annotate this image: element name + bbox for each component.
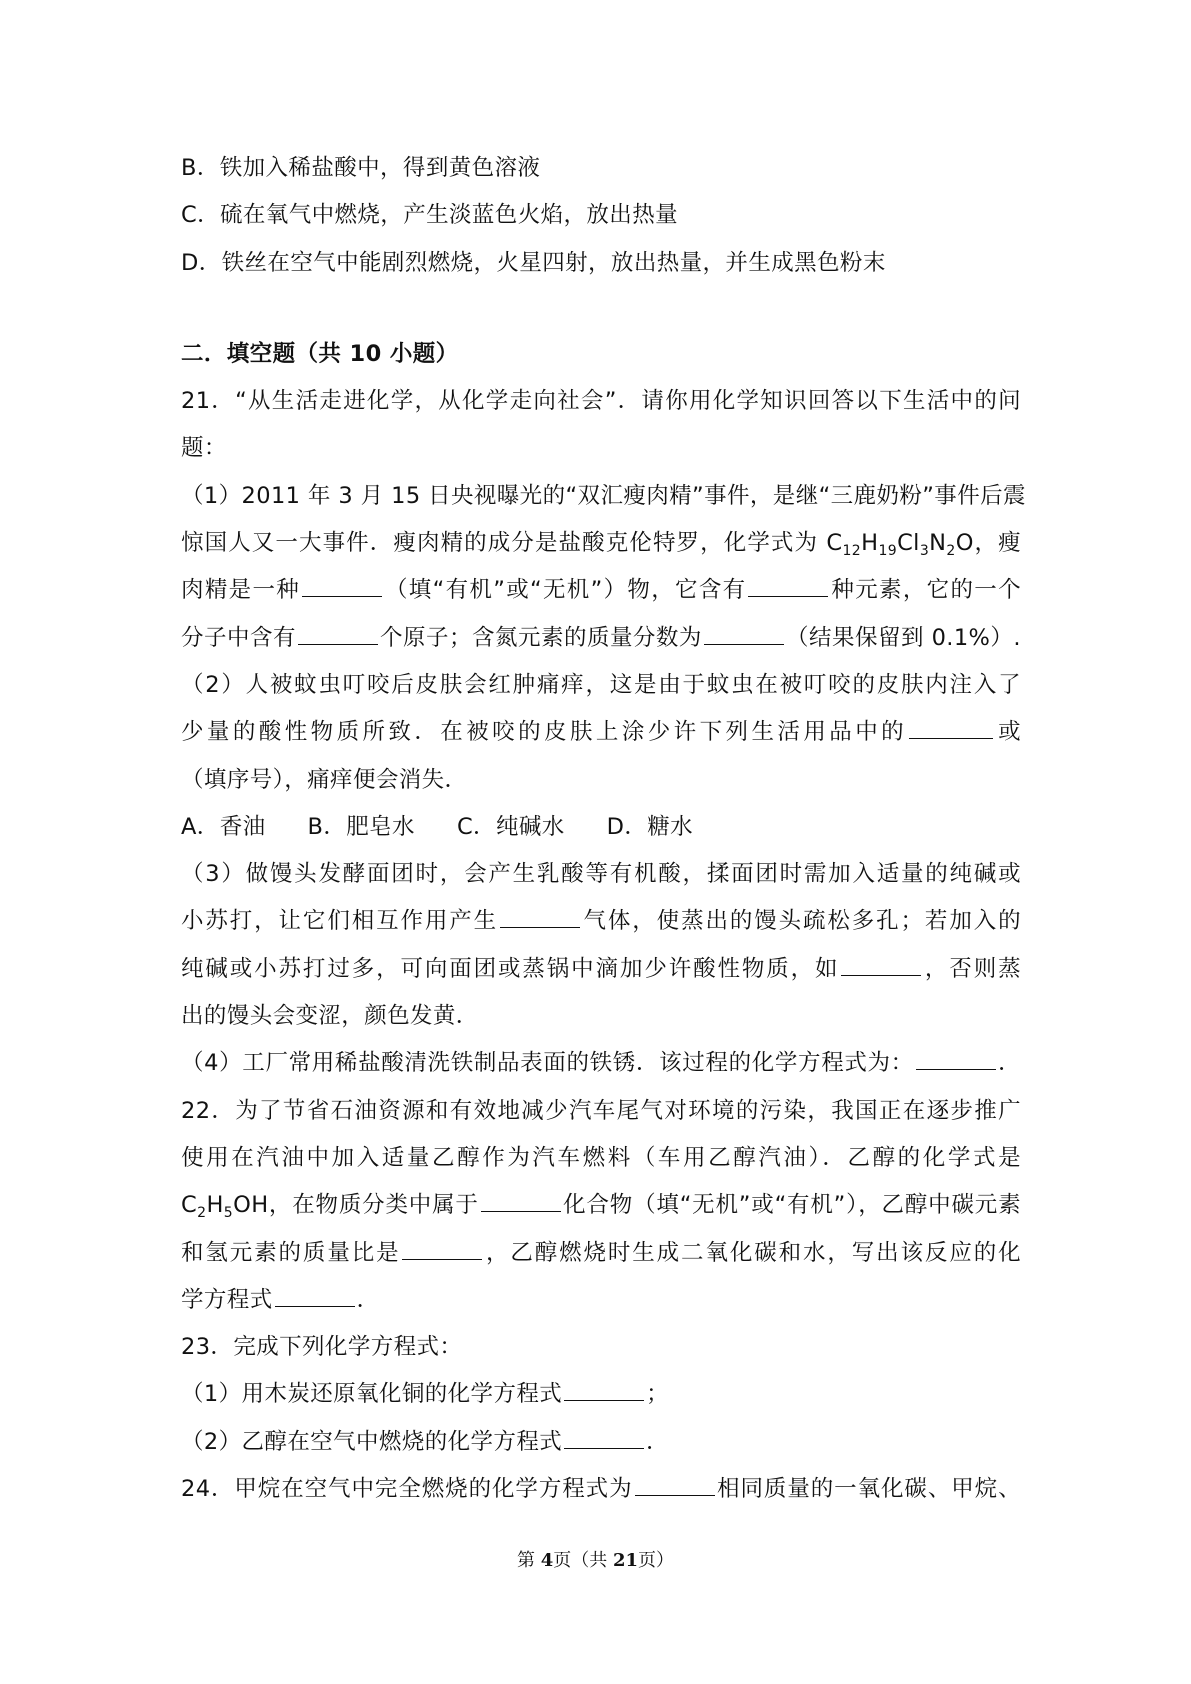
q21-part1-line-2: 惊国人又一大事件．瘦肉精的成分是盐酸克伦特罗，化学式为 $C_{12}H_{19}Cl_3N_2O$，瘦: [181, 530, 1021, 560]
answer-blank[interactable]: [748, 574, 828, 597]
answer-blank[interactable]: [564, 1426, 644, 1449]
q21-part2-line-3: （填序号），痛痒便会消失．: [181, 766, 468, 793]
answer-blank[interactable]: [302, 574, 382, 597]
q22-line-1: 22．为了节省石油资源和有效地减少汽车尾气对环境的污染，我国正在逐步推广: [181, 1097, 1021, 1124]
answer-blank[interactable]: [916, 1047, 996, 1070]
q21-part3-line-4: 出的馒头会变涩，颜色发黄．: [181, 1003, 479, 1030]
choice-a: A．香油: [181, 813, 266, 840]
q21-part3-line-2: 小苏打，让它们相互作用产生 气体，使蒸出的馒头疏松多孔；若加入的: [181, 898, 1021, 945]
answer-blank[interactable]: [481, 1189, 561, 1212]
q21-line-2: 题：: [181, 435, 227, 462]
q21-part1-line-1: （1）2011 年 3 月 15 日央视曝光的“双汇瘦肉精”事件，是继“三鹿奶粉”事件后震: [181, 482, 1026, 509]
answer-blank[interactable]: [635, 1473, 715, 1496]
section-title: 二．填空题（共 10 小题）: [181, 340, 459, 367]
answer-blank[interactable]: [704, 622, 784, 645]
q23-line-3: （2）乙醇在空气中燃烧的化学方程式 ．: [181, 1419, 1021, 1466]
q24-line-1: 24．甲烷在空气中完全燃烧的化学方程式为 相同质量的一氧化碳、甲烷、: [181, 1466, 1021, 1513]
q23-line-2: （1）用木炭还原氧化铜的化学方程式 ；: [181, 1371, 1021, 1418]
choice-c: C．纯碱水: [456, 813, 565, 840]
q21-part2-line-2: 少量的酸性物质所致．在被咬的皮肤上涂少许下列生活用品中的 或: [181, 709, 1021, 756]
page-content: [181, 145, 1026, 1513]
q21-line-1: 21．“从生活走进化学，从化学走向社会”．请你用化学知识回答以下生活中的问: [181, 388, 1021, 415]
answer-blank[interactable]: [500, 905, 580, 928]
page-total: 21: [612, 1550, 639, 1571]
q21-part3-line-1: （3）做馒头发酵面团时，会产生乳酸等有机酸，揉面团时需加入适量的纯碱或: [181, 861, 1021, 888]
q21-choices: [181, 804, 1021, 851]
q22-line-5: 学方程式 ．: [181, 1277, 1021, 1324]
q21-part1-line-3: 肉精是一种 （填“有机”或“无机”）物，它含有 种元素，它的一个: [181, 567, 1021, 614]
q21-part3-line-3: 纯碱或小苏打过多，可向面团或蒸锅中滴加少许酸性物质，如 ，否则蒸: [181, 946, 1021, 993]
q22-line-4: 和氢元素的质量比是 ，乙醇燃烧时生成二氧化碳和水，写出该反应的化: [181, 1230, 1021, 1277]
answer-blank[interactable]: [841, 953, 921, 976]
answer-blank[interactable]: [909, 716, 993, 739]
q21-part2-line-1: （2）人被蚊虫叮咬后皮肤会红肿痛痒，这是由于蚊虫在被叮咬的皮肤内注入了: [181, 671, 1021, 698]
q22-line-3: $C_2H_5OH$，在物质分类中属于 化合物（填“无机”或“有机”），乙醇中碳元素: [181, 1182, 1021, 1229]
option-b: B．铁加入稀盐酸中，得到黄色溶液: [181, 155, 541, 181]
answer-blank[interactable]: [298, 622, 378, 645]
answer-blank[interactable]: [275, 1284, 355, 1307]
page-number: 4: [540, 1550, 554, 1571]
q22-line-2: 使用在汽油中加入适量乙醇作为汽车燃料（车用乙醇汽油）．乙醇的化学式是: [181, 1144, 1021, 1171]
option-d: D．铁丝在空气中能剧烈燃烧，火星四射，放出热量，并生成黑色粉末: [181, 249, 886, 276]
page-footer: 第 4页（共 21页）: [516, 1550, 675, 1571]
choice-d: D．糖水: [606, 813, 694, 840]
q21-part1-line-4: 分子中含有 个原子；含氮元素的质量分数为 （结果保留到 0.1%）.: [181, 615, 1021, 662]
option-c: C．硫在氧气中燃烧，产生淡蓝色火焰，放出热量: [181, 202, 679, 229]
choice-b: B．肥皂水: [307, 813, 415, 840]
answer-blank[interactable]: [402, 1237, 482, 1260]
q21-part4: （4）工厂常用稀盐酸清洗铁制品表面的铁锈．该过程的化学方程式为： ．: [181, 1040, 1021, 1087]
q23-line-1: 23．完成下列化学方程式：: [181, 1334, 463, 1361]
answer-blank[interactable]: [564, 1378, 644, 1401]
